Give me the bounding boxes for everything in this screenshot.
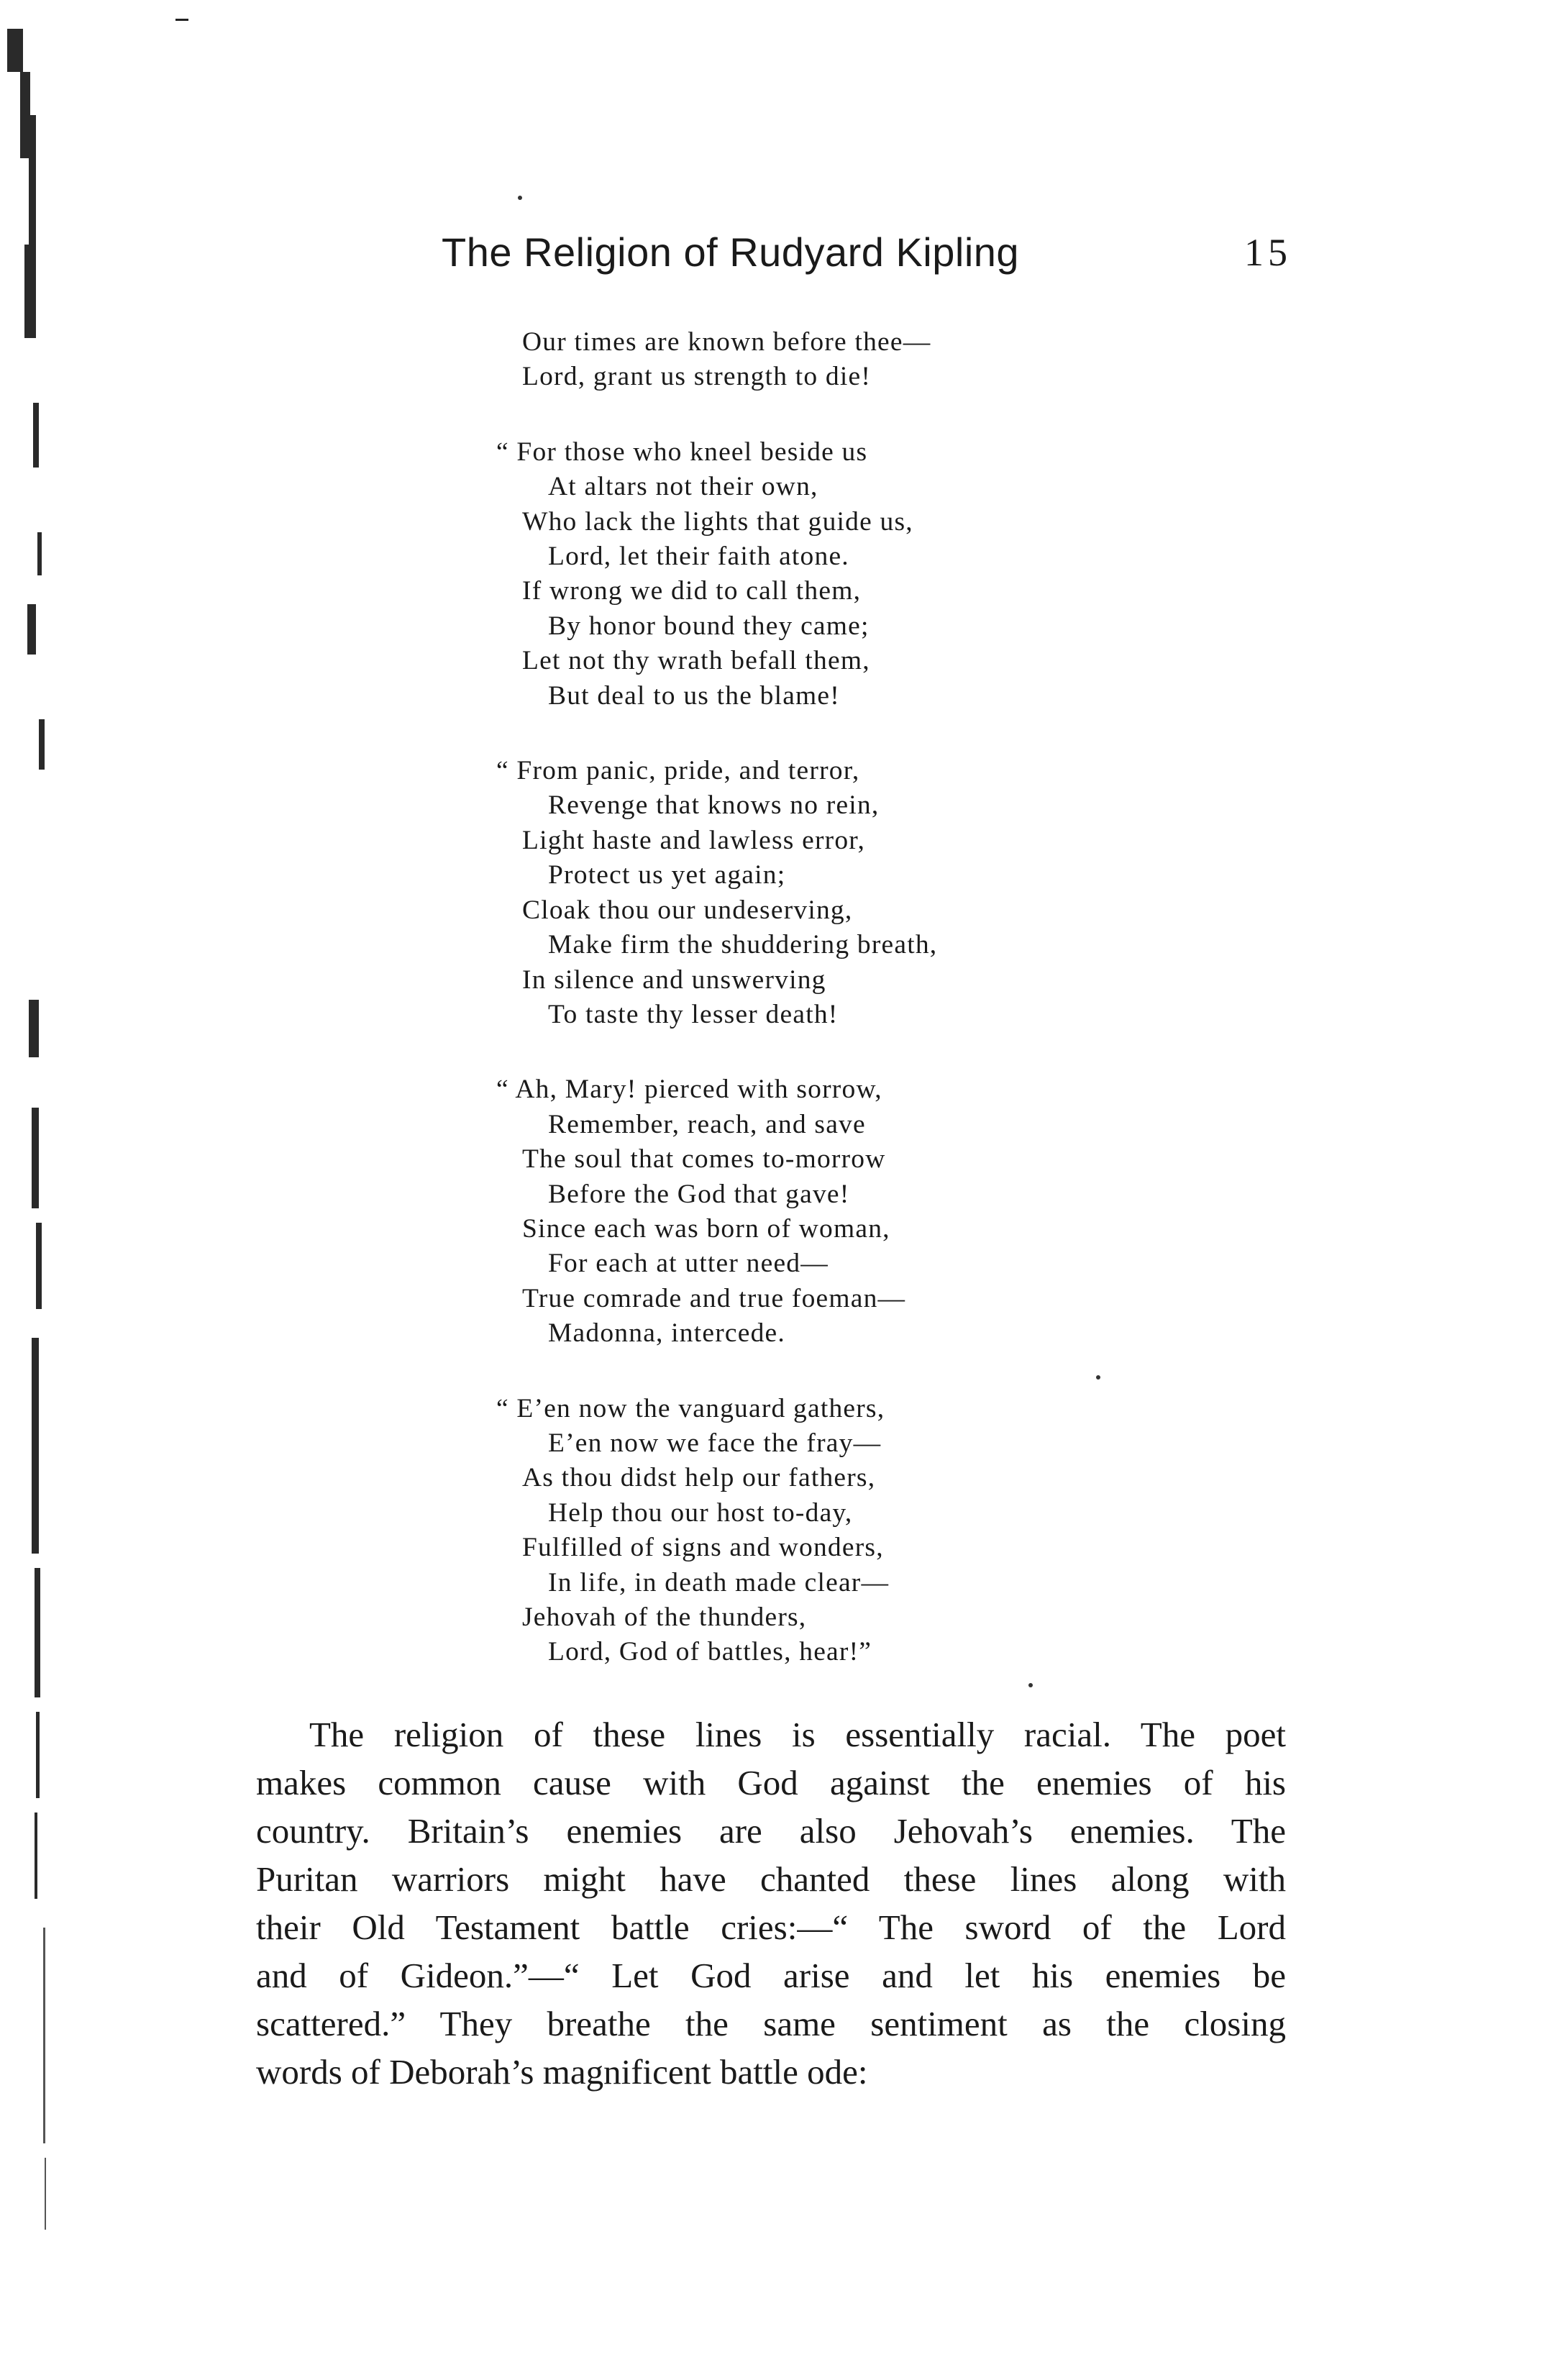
poem-line: To taste thy lesser death! [548,999,839,1029]
poem-line: Our times are known before thee— [522,327,931,357]
poem-line: In life, in death made clear— [548,1567,890,1597]
poem-line: Let not thy wrath befall them, [522,646,870,676]
stanza [496,1392,1115,1670]
poem-line: True comrade and true foeman— [522,1283,906,1313]
prose-line: country. Britain’s enemies are also Jehovah’s enemies. The [256,1811,1286,1851]
poem-line: Make firm the shuddering breath, [548,930,938,960]
poem-line: If wrong we did to call them, [522,576,862,606]
poem-line: Who lack the lights that guide us, [522,506,913,537]
poem-line: “ Ah, Mary! pierced with sorrow, [496,1075,882,1105]
poem-line: “ For those who kneel beside us [496,437,868,467]
poem-line: “ E’en now the vanguard gathers, [496,1393,885,1423]
poem-line: Cloak thou our undeserving, [522,895,853,925]
running-title: The Religion of Rudyard Kipling [442,229,1020,275]
binding-edge-scan [0,29,86,2258]
poem-line: Lord, grant us strength to die! [522,362,872,392]
stanza [496,754,1115,1032]
page-mark [175,19,188,21]
page-header [442,229,1292,293]
poem-line: Madonna, intercede. [548,1318,785,1349]
poem-line: Jehovah of the thunders, [522,1602,807,1632]
prose-line: makes common cause with God against the enemies of his [256,1763,1286,1802]
poem-line: In silence and unswerving [522,965,826,995]
poem-line: Lord, God of battles, hear!” [548,1637,872,1667]
prose-line: their Old Testament battle cries:—“ The sword of the Lord [256,1907,1286,1947]
stanza [496,435,1115,713]
stanza [496,1072,1115,1351]
poem-line: For each at utter need— [548,1249,829,1279]
poem-line: Lord, let their faith atone. [548,542,849,572]
poem-line: Protect us yet again; [548,860,786,890]
poem-line: “ From panic, pride, and terror, [496,756,860,786]
poem-line: Before the God that gave! [548,1179,850,1209]
poem-line: The soul that comes to-morrow [522,1144,886,1175]
stray-dot [518,196,522,200]
prose-line: The religion of these lines is essentially racial. The poet [309,1715,1286,1754]
page-number: 15 [1244,231,1292,274]
prose-line: words of Deborah’s magnificent battle ode: [256,2052,868,2092]
poem-line: Help thou our host to-day, [548,1497,853,1528]
prose-line: scattered.” They breathe the same sentiment as the closing [256,2004,1286,2043]
prose-line: Puritan warriors might have chanted these lines along with [256,1859,1286,1899]
prose-paragraph [256,1710,1286,2096]
poem-line: Light haste and lawless error, [522,825,866,855]
poem-line: As thou didst help our fathers, [522,1463,876,1493]
poem-line: Fulfilled of signs and wonders, [522,1533,884,1563]
poem-line: Remember, reach, and save [548,1109,866,1139]
poem-line: By honor bound they came; [548,611,870,641]
prose-line: and of Gideon.”—“ Let God arise and let his enemies be [256,1956,1286,1995]
poem-line: But deal to us the blame! [548,680,840,711]
poem-line: At altars not their own, [548,472,818,502]
poem-line: Since each was born of woman, [522,1213,890,1244]
stanza [496,325,1115,395]
poem [496,325,1115,1710]
poem-line: Revenge that knows no rein, [548,790,880,821]
poem-line: E’en now we face the fray— [548,1428,882,1458]
